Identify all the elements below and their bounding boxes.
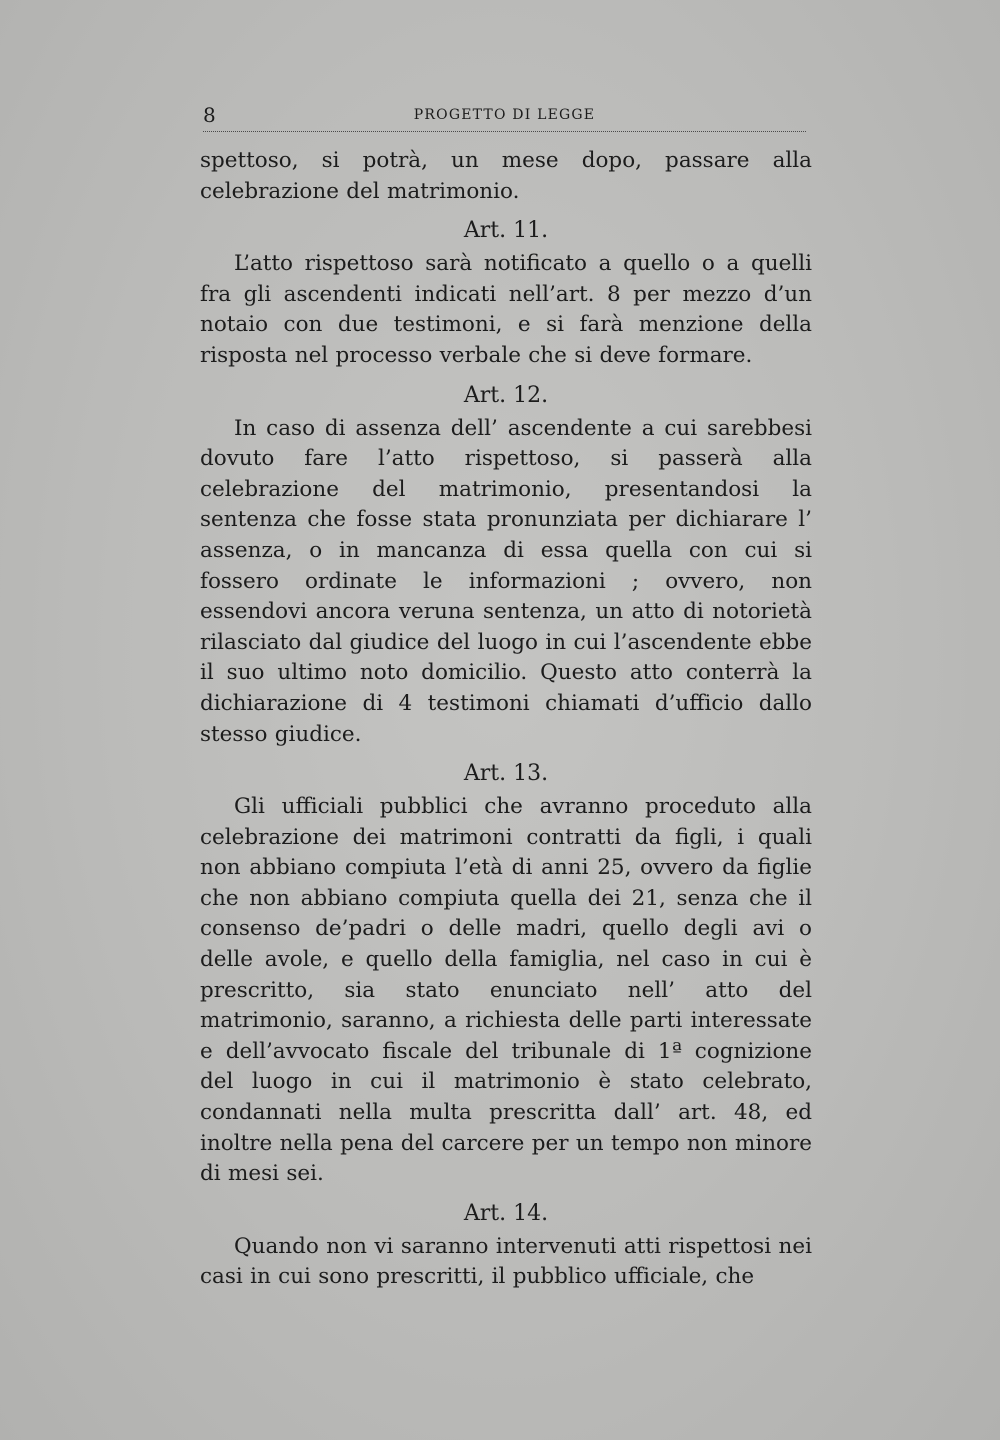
article-paragraph: In caso di assenza dell’ ascendente a cui sarebbesi dovuto fare l’atto rispettoso, si passerà alla celebrazione del matrimonio, presentandosi la sentenza che fosse stata pronunziata per dichiarare l’ assenza, o in mancanza di essa quella con cui si fossero ordinate le informazioni ; ovvero, non essendovi ancora veruna sentenza, un atto di notorietà rilasciato dal giudice del luogo in cui l’ascendente ebbe il suo ultimo noto domicilio. Questo atto conterrà la dichiarazione di 4 testimoni chiamati d’ufficio dallo stesso giudice. xyxy=(200,415,812,747)
article-heading: Art. 12. xyxy=(463,382,549,408)
page-number: 8 xyxy=(203,103,216,127)
page-header xyxy=(203,103,806,132)
article-heading: Art. 13. xyxy=(463,761,549,787)
article-heading: Art. 11. xyxy=(463,218,549,244)
body-text xyxy=(200,146,812,1293)
continuation-paragraph: spettoso, si potrà, un mese dopo, passare alla celebrazione del matrimonio. xyxy=(200,148,812,204)
article-heading: Art. 14. xyxy=(463,1200,549,1226)
article-paragraph: Gli ufficiali pubblici che avranno proceduto alla celebrazione dei matrimoni contratti da figli, i quali non abbiano compiuta l’età di anni 25, ovvero da figlie che non abbiano compiuta quella dei 21, senza che il consenso de’padri o delle madri, quello degli avi o delle avole, e quello della famiglia, nel caso in cui è prescritto, sia stato enunciato nell’ atto del matrimonio, saranno, a richiesta delle parti interessate e dell’avvocato fiscale del tribunale di 1ª cognizione del luogo in cui il matrimonio è stato celebrato, condannati nella multa prescritta dall’ art. 48, ed inoltre nella pena del carcere per un tempo non minore di mesi sei. xyxy=(200,794,812,1187)
running-title: PROGETTO DI LEGGE xyxy=(413,107,596,123)
article-paragraph: L’atto rispettoso sarà notificato a quello o a quelli fra gli ascendenti indicati nell’art. 8 per mezzo d’un notaio con due testimoni, e si farà menzione della risposta nel processo verbale che si deve formare. xyxy=(200,251,812,368)
article-paragraph: Quando non vi saranno intervenuti atti rispettosi nei casi in cui sono prescritti, il pubblico ufficiale, che xyxy=(200,1233,812,1290)
